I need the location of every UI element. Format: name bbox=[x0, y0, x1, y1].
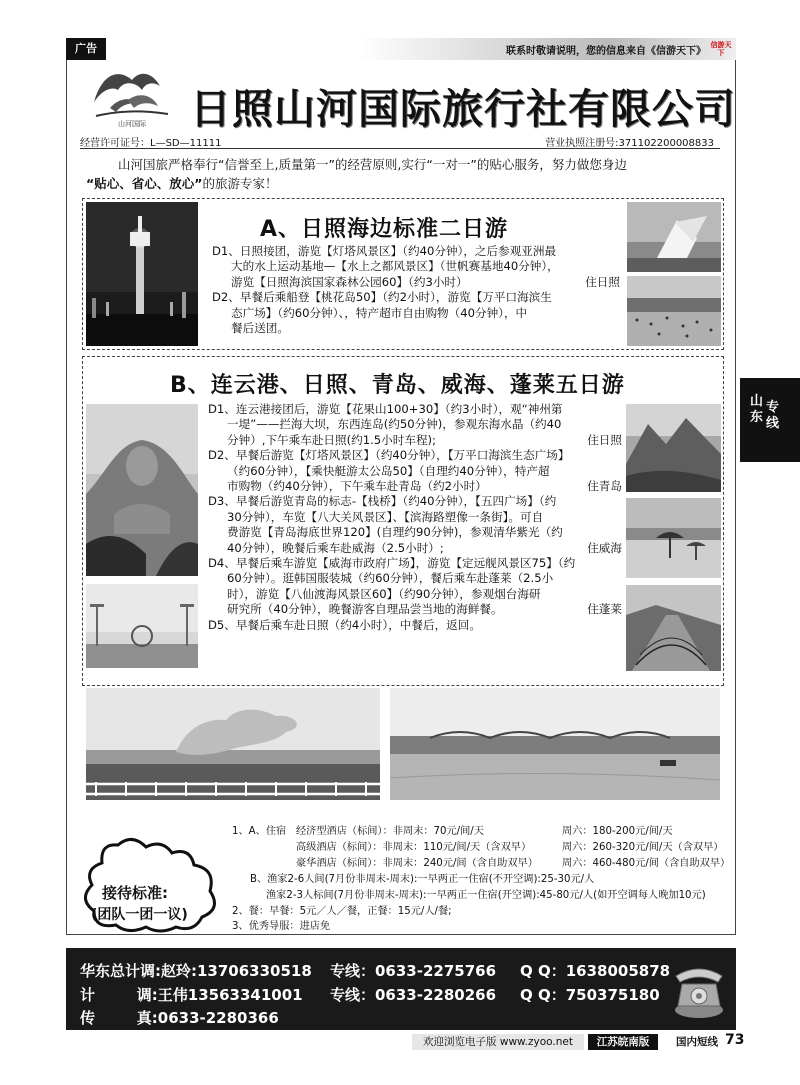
tourB-line bbox=[208, 494, 622, 509]
intro-line-1: 山河国旅严格奉行“信誉至上,质量第一”的经营原则,实行“一对一”的贴心服务，努力做您身边 bbox=[118, 157, 627, 172]
side-tab-route: 专线 bbox=[766, 400, 780, 431]
beach-photo bbox=[627, 276, 721, 346]
tourA-line bbox=[212, 306, 620, 321]
lighthouse-photo bbox=[86, 202, 198, 346]
contact-planner: 计 调:王伟13563341001 bbox=[80, 986, 303, 1004]
contact-bar bbox=[66, 948, 736, 1030]
tourB-line bbox=[208, 464, 622, 479]
tour-a-itinerary bbox=[212, 244, 620, 336]
tourB-line bbox=[208, 417, 622, 432]
telephone-icon bbox=[672, 960, 726, 1020]
tourB-line-text: 30分钟），车览【八大关风景区】、【滨海路塑像一条街】。可自 bbox=[227, 509, 544, 524]
tourA-line-text: 餐后送团。 bbox=[231, 321, 289, 336]
hotel-1-saturday: 周六：180-200元/间/天 bbox=[562, 826, 673, 837]
footer-edition: 江苏皖南版 bbox=[588, 1034, 658, 1050]
intro-text bbox=[86, 155, 716, 193]
tourB-line-text: 费游览【青岛海底世界120】(自理约90分钟)，参观清华紫光（约 bbox=[227, 525, 563, 540]
meals: 2、餐：早餐：5元／人／餐，正餐：15元/人/餐; bbox=[232, 906, 452, 917]
hotel-3: 豪华酒店（标间）：非周末：240元/间（含自助双早） bbox=[296, 858, 538, 869]
badge-title: 接待标准: bbox=[102, 884, 168, 902]
tourB-overnight: 住威海 bbox=[587, 540, 622, 555]
side-tab-province: 山东 bbox=[750, 394, 764, 425]
tourB-overnight: 住蓬莱 bbox=[587, 602, 622, 617]
sail-sculpture-photo bbox=[627, 202, 721, 272]
tourB-line-text: D3、早餐后游览青岛的标志-【栈桥】（约40分钟），【五四广场】（约 bbox=[208, 494, 557, 509]
tourB-line-text: D5、早餐后乘车赴日照（约4小时），中餐后，返回。 bbox=[208, 617, 481, 632]
tourB-line bbox=[208, 556, 622, 571]
tourB-line-text: 时），游览【八仙渡海风景区60】（约90分钟），参观烟台海研 bbox=[227, 586, 541, 601]
buddha-photo bbox=[86, 404, 198, 576]
registration-number: 营业执照注册号:371102200008833 bbox=[545, 138, 714, 149]
footer-website[interactable]: 欢迎浏览电子版 www.zyoo.net bbox=[412, 1034, 584, 1050]
tourB-line-text: 40分钟），晚餐后乘车赴威海（2.5小时）; bbox=[227, 540, 444, 555]
tourB-line-text: D2、早餐后游览【灯塔风景区】（约40分钟），【万平口海滨生态广场】 bbox=[208, 448, 570, 463]
intro-slogan: “贴心、省心、放心” bbox=[86, 176, 203, 191]
tour-b-title: B、连云港、日照、青岛、威海、蓬莱五日游 bbox=[170, 373, 625, 398]
tourA-line-text: D1、日照接团，游览【灯塔风景区】（约40分钟），之后参观亚洲最 bbox=[212, 244, 557, 258]
top-strip bbox=[66, 38, 736, 60]
footer-section: 国内短线 bbox=[676, 1036, 718, 1048]
tour-a-title: A、日照海边标准二日游 bbox=[260, 217, 509, 242]
source-note: 联系时敬请说明，您的信息来自《信游天下》 bbox=[506, 46, 706, 57]
contact-line-1: 专线：0633-2275766 bbox=[330, 962, 497, 980]
tourB-line bbox=[208, 571, 622, 586]
badge-subtitle: (团队一团一议) bbox=[91, 907, 188, 923]
tourB-line-text: 60分钟）。逛韩国服装城（约60分钟），餐后乘车赴蓬莱（2.5小 bbox=[227, 571, 554, 586]
contact-qq-2: Q Q：750375180 bbox=[520, 986, 660, 1004]
contact-manager: 华东总计调:赵玲:13706330518 bbox=[80, 962, 312, 980]
magazine-logo: 信游天下 bbox=[710, 41, 732, 57]
intro-line-2: 的旅游专家！ bbox=[202, 176, 278, 191]
hotel-2-saturday: 周六：260-320元/间/天（含双早） bbox=[562, 842, 724, 853]
contact-qq-1: Q Q：1638005878 bbox=[520, 962, 671, 980]
tourB-line bbox=[208, 587, 622, 602]
tourB-line bbox=[208, 448, 622, 463]
tourA-line-text: 游览【日照海滨国家森林公园60】（约3小时） bbox=[231, 274, 468, 289]
tourB-line-text: 一堤”——拦海大坝，东西连岛(约50分钟)，参观东海水晶（约40 bbox=[227, 417, 562, 432]
tourA-line-text: 态广场】（约60分钟）、，特产超市自由购物（40分钟），中 bbox=[231, 305, 528, 320]
rock-sculpture-photo bbox=[86, 688, 380, 800]
company-name: 日照山河国际旅行社有限公司 bbox=[190, 85, 736, 133]
tourA-line-text: D2、早餐后乘船登【桃花岛50】（约2小时），游览【万平口海滨生 bbox=[212, 290, 552, 305]
tourB-line-text: （约60分钟），【乘快艇游太公岛50】（自理约40分钟），特产超 bbox=[227, 463, 550, 478]
tourB-line-text: 市购物（约40分钟），下午乘车赴青岛（约2小时） bbox=[227, 479, 487, 494]
tourB-line bbox=[208, 525, 622, 540]
tourB-line bbox=[208, 618, 622, 633]
contact-line-2: 专线：0633-2280266 bbox=[330, 986, 497, 1004]
tourB-line bbox=[208, 510, 622, 525]
tourB-line bbox=[208, 602, 622, 617]
tourB-line bbox=[208, 433, 622, 448]
tourA-line bbox=[212, 321, 620, 336]
tourB-line-text: 研究所（40分钟），晚餐游客自理品尝当地的海鲜餐。 bbox=[227, 602, 503, 617]
page-number: 73 bbox=[725, 1032, 745, 1048]
tourB-line-text: D1、连云港接团后，游览【花果山100+30】（约3小时），观“神州第 bbox=[208, 402, 563, 416]
fisher-room-2: 渔家2-3人标间(7月份非周末-周末):一早两正一住宿(开空调):45-80元/人(如开空调每人晚加10元) bbox=[266, 890, 706, 901]
tourA-line bbox=[212, 259, 620, 274]
hotel-2: 高级酒店（标间）：非周末：110元/间/天（含双早） bbox=[296, 842, 532, 853]
logo-caption: 山河国际 bbox=[118, 120, 146, 128]
contact-fax: 传 真:0633-2280366 bbox=[80, 1009, 279, 1027]
company-logo bbox=[88, 64, 174, 130]
bridge-photo bbox=[626, 585, 721, 671]
umbrella-beach-photo bbox=[626, 498, 721, 578]
tourB-overnight: 住青岛 bbox=[587, 479, 622, 494]
license-number: 经营许可证号：L—SD—11111 bbox=[80, 138, 222, 149]
hotel-1: 经济型酒店（标间）：非周末：70元/间/天 bbox=[296, 826, 484, 837]
hotel-header: 1、A、住宿 bbox=[232, 826, 287, 837]
section-side-tab bbox=[740, 378, 800, 462]
tourB-overnight: 住日照 bbox=[587, 432, 622, 447]
tourB-line bbox=[208, 402, 622, 417]
fisher-room-1: B、渔家2-6人间(7月份非周末-周末):一早两正一住宿(不开空调):25-30元/人 bbox=[250, 874, 595, 885]
mountain-photo bbox=[626, 404, 721, 492]
tourB-line bbox=[208, 479, 622, 494]
guide-service: 3、优秀导服：进店免 bbox=[232, 921, 331, 932]
tourA-overnight: 住日照 bbox=[585, 274, 620, 289]
hotel-3-saturday: 周六：460-480元/间（含自助双早） bbox=[562, 858, 731, 869]
header-divider bbox=[80, 148, 720, 149]
square-photo bbox=[86, 584, 198, 668]
tourB-line-text: D4、早餐后乘车游览【威海市政府广场】，游览【定远舰风景区75】（约 bbox=[208, 556, 576, 571]
seaside-bridge-photo bbox=[390, 688, 720, 800]
tour-b-itinerary bbox=[208, 402, 622, 633]
ad-label: 广告 bbox=[66, 38, 106, 60]
tourA-line bbox=[212, 290, 620, 305]
tourA-line-text: 大的水上运动基地—【水上之都风景区】（世帆赛基地40分钟）， bbox=[231, 259, 559, 274]
tourB-line bbox=[208, 541, 622, 556]
tourB-line-text: 分钟）,下午乘车赴日照(约1.5小时车程); bbox=[227, 432, 436, 447]
tourA-line bbox=[212, 244, 620, 259]
tourA-line bbox=[212, 275, 620, 290]
